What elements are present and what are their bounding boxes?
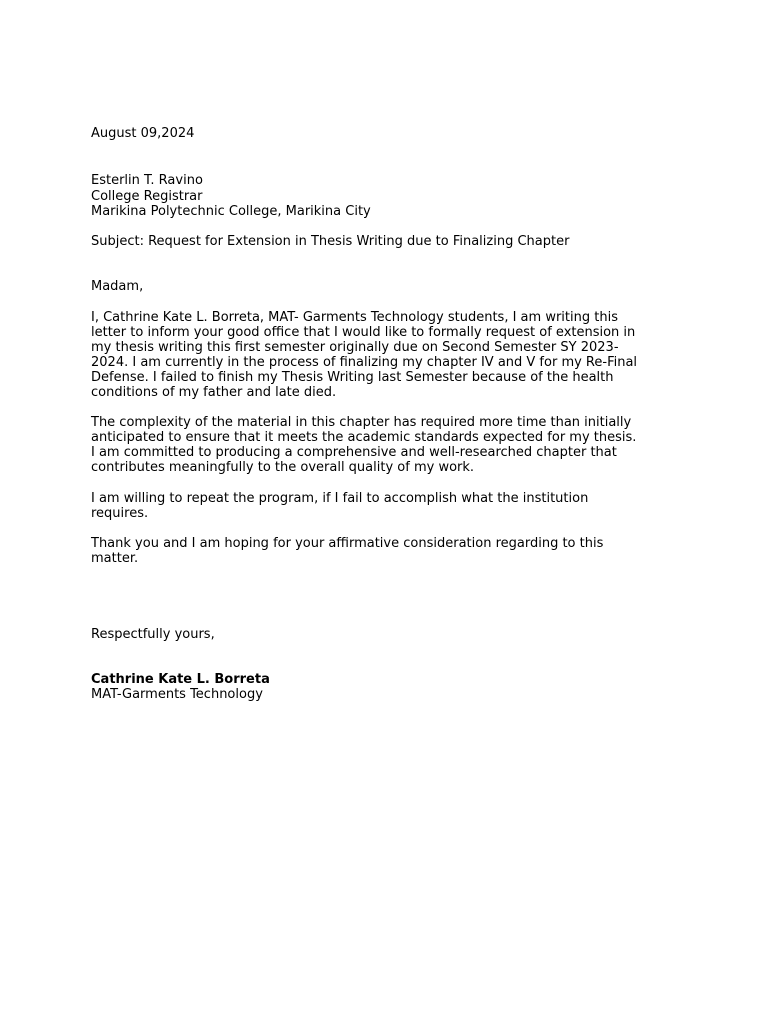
paragraph-1-line: 2024. I am currently in the process of finalizing my chapter IV and V for my Re-Final — [91, 355, 638, 370]
salutation: Madam, — [91, 279, 144, 294]
paragraph-4-line: Thank you and I am hoping for your affirmative consideration regarding to this — [91, 536, 604, 551]
closing: Respectfully yours, — [91, 627, 215, 642]
paragraph-2-line: contributes meaningfully to the overall quality of my work. — [91, 460, 475, 475]
paragraph-2-line: anticipated to ensure that it meets the academic standards expected for my thesis. — [91, 430, 637, 445]
paragraph-3-line: requires. — [91, 506, 149, 521]
paragraph-1-line: I, Cathrine Kate L. Borreta, MAT- Garments Technology students, I am writing this — [91, 310, 618, 325]
paragraph-2-line: The complexity of the material in this chapter has required more time than initially — [91, 415, 632, 430]
signature-name: Cathrine Kate L. Borreta — [91, 672, 270, 687]
recipient-title: College Registrar — [91, 189, 203, 204]
paragraph-1-line: Defense. I failed to finish my Thesis Writing last Semester because of the health — [91, 370, 614, 385]
paragraph-3-line: I am willing to repeat the program, if I fail to accomplish what the institution — [91, 491, 589, 506]
paragraph-1-line: my thesis writing this first semester originally due on Second Semester SY 2023- — [91, 340, 619, 355]
recipient-institution: Marikina Polytechnic College, Marikina City — [91, 204, 371, 219]
paragraph-1-line: conditions of my father and late died. — [91, 385, 337, 400]
letter-date: August 09,2024 — [91, 126, 195, 141]
signature-program: MAT-Garments Technology — [91, 687, 263, 702]
paragraph-2-line: I am committed to producing a comprehensive and well-researched chapter that — [91, 445, 617, 460]
paragraph-4-line: matter. — [91, 551, 139, 566]
recipient-name: Esterlin T. Ravino — [91, 173, 203, 188]
subject-line: Subject: Request for Extension in Thesis Writing due to Finalizing Chapter — [91, 234, 570, 249]
paragraph-1-line: letter to inform your good office that I would like to formally request of extension in — [91, 325, 636, 340]
